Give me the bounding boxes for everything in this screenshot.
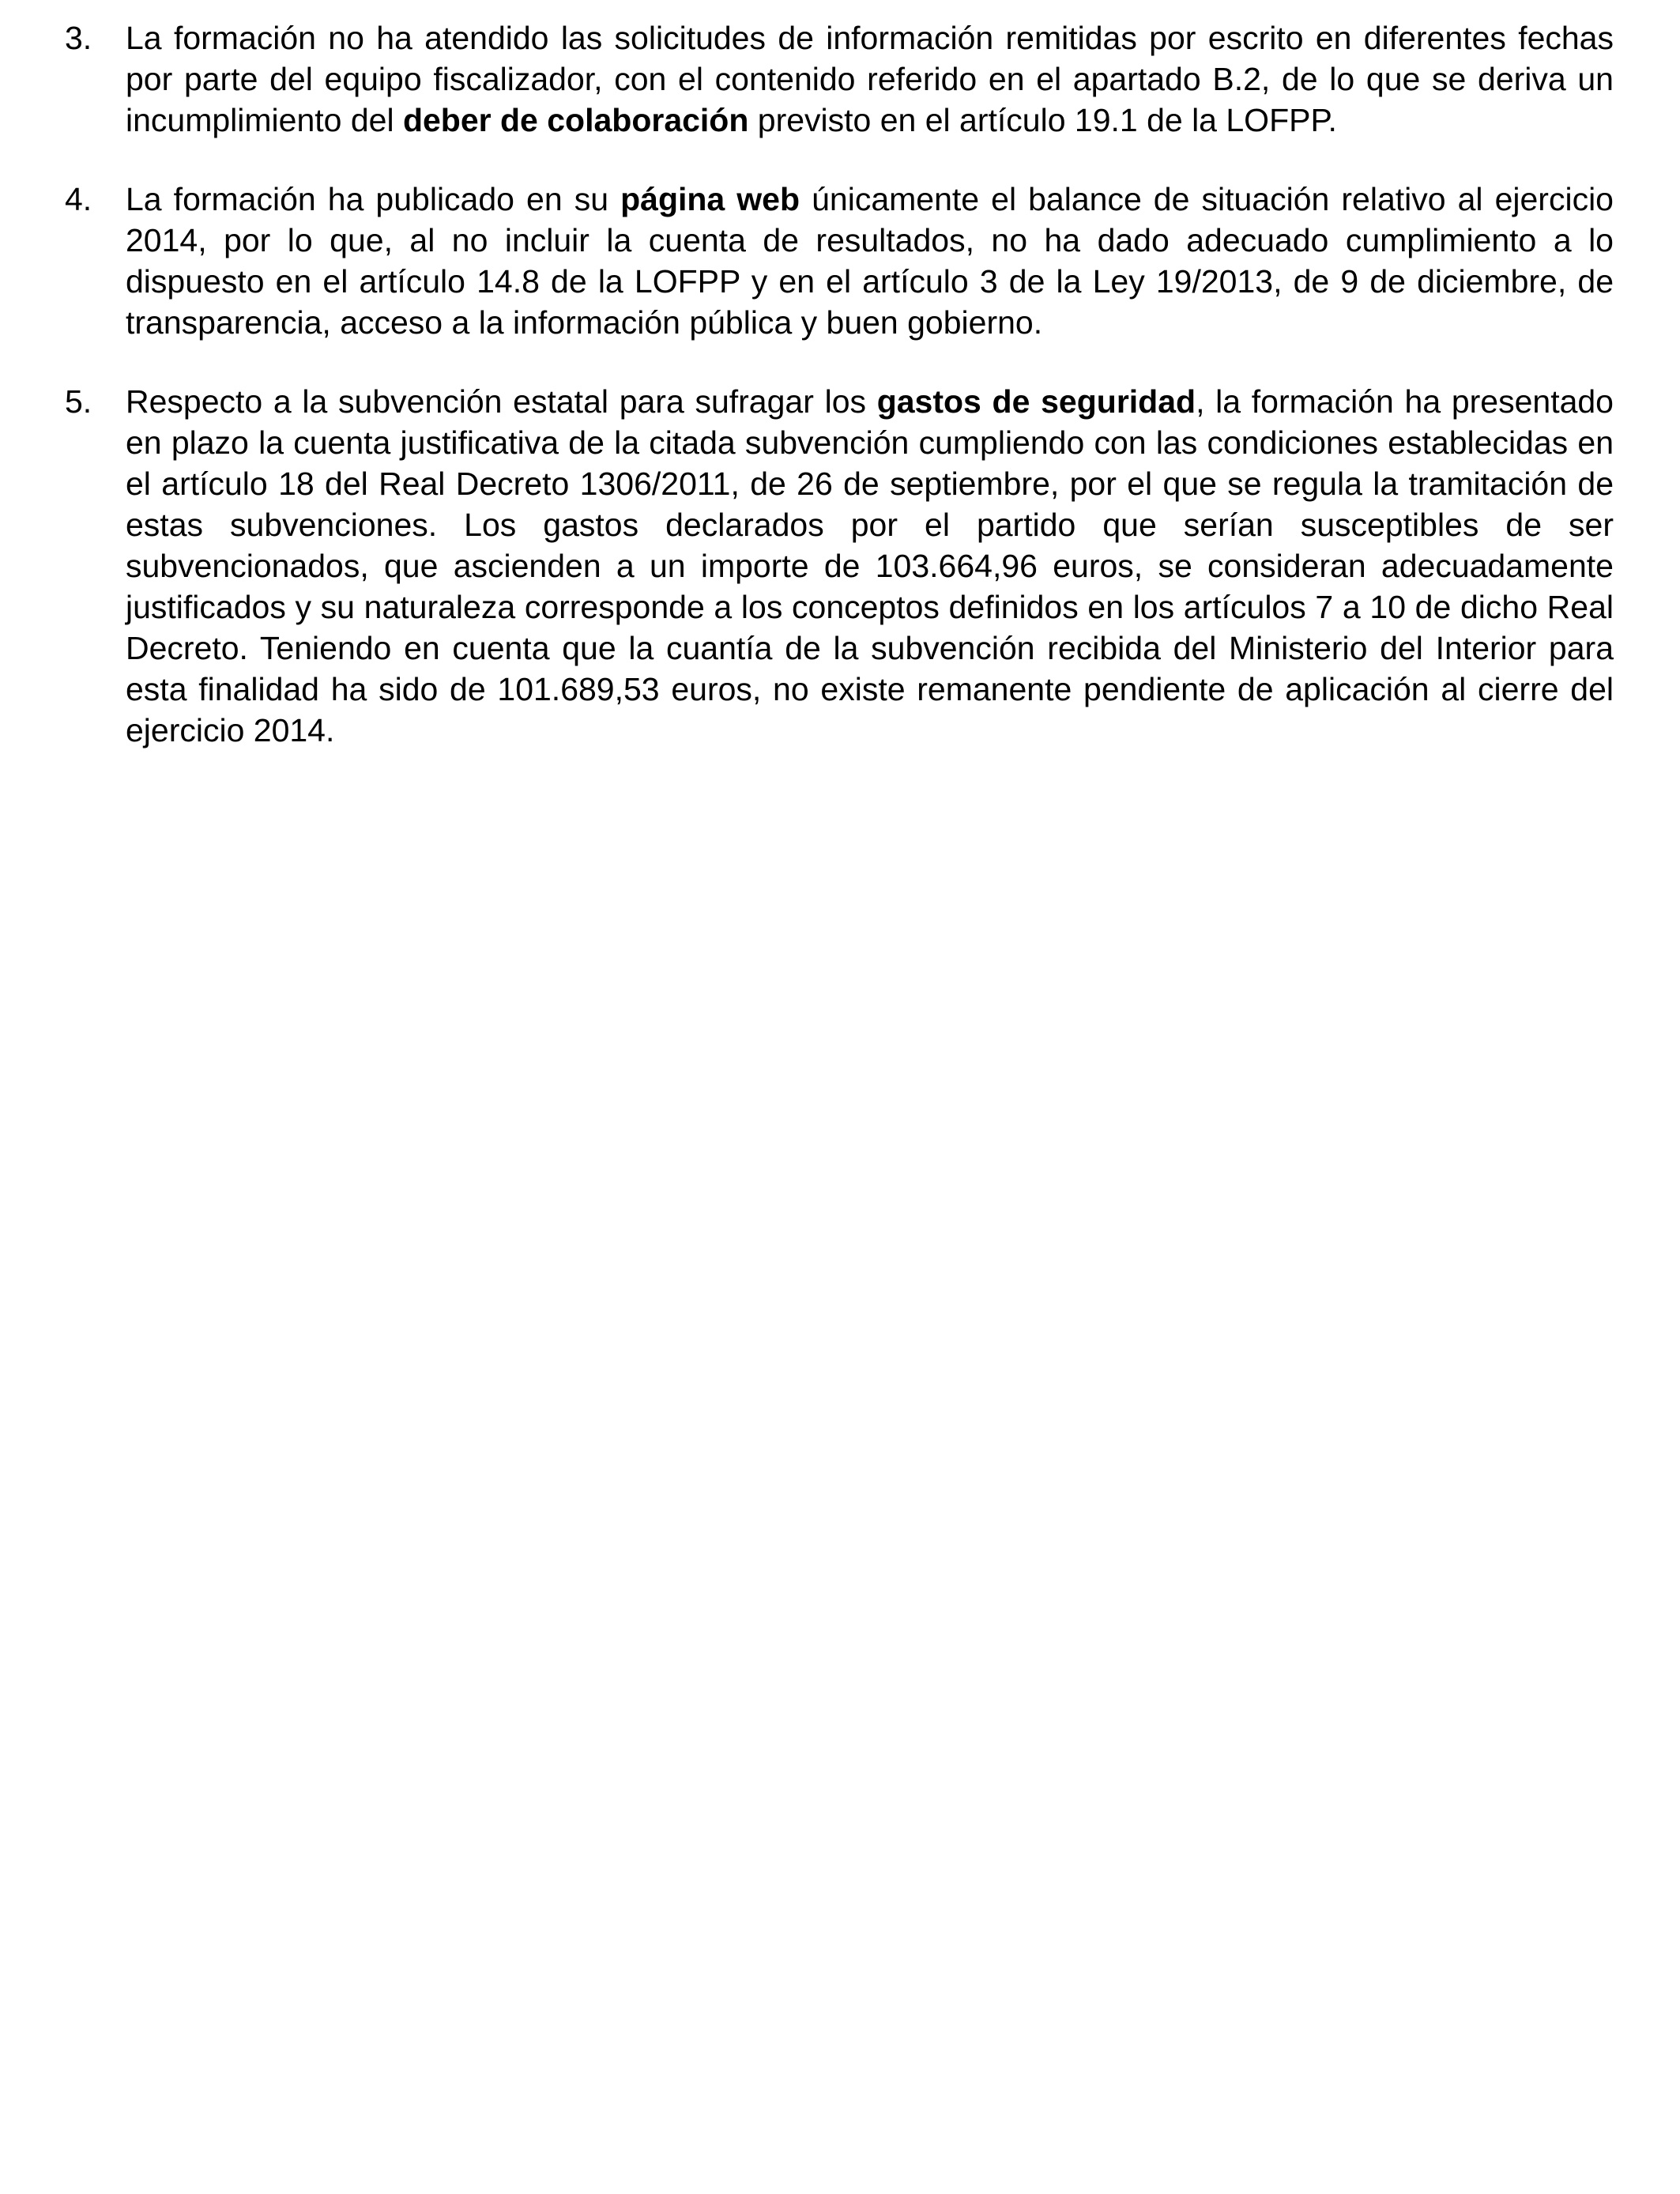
item-bold-text: deber de colaboración [402,102,749,138]
list-item [65,17,1614,141]
item-text: La formación ha publicado en su [126,181,621,217]
item-text: , la formación ha presentado en plazo la cuenta justificativa de la citada subvención cumpliendo con las condiciones establecidas en el artículo 18 del Real Decreto 1306/2011, de 26 de septiembre, por el que se regula la tramitación de estas subvenciones. Los gastos declarados por el partido que serían susceptibles de ser subvencionados, que ascienden a un importe de 103.664,96 euros, se consideran adecuadamente justificados y su naturaleza corresponde a los conceptos definidos en los artículos 7 a 10 de dicho Real Decreto. Teniendo en cuenta que la cuantía de la subvención recibida del Ministerio del Interior para esta finalidad ha sido de 101.689,53 euros, no existe remanente pendiente de aplicación al cierre del ejercicio 2014. [126,383,1614,748]
list-item [65,179,1614,343]
item-text: previsto en el artículo 19.1 de la LOFPP. [748,102,1337,138]
item-number: 4. [65,181,92,217]
list-item [65,381,1614,751]
item-number: 3. [65,20,92,56]
item-bold-text: gastos de seguridad [876,383,1196,420]
item-text: Respecto a la subvención estatal para sufragar los [126,383,877,420]
item-bold-text: página web [620,181,800,217]
item-number: 5. [65,383,92,420]
item-paragraph [126,17,1614,141]
item-text: La formación no ha atendido las solicitudes de información remitidas por escrito en diferentes fechas por parte del equipo fiscalizador, con el contenido referido en el apartado B.2, de lo que se deriva un incumplimiento del [126,20,1614,138]
item-text: únicamente el balance de situación relativo al ejercicio 2014, por lo que, al no incluir la cuenta de resultados, no ha dado adecuado cumplimiento a lo dispuesto en el artículo 14.8 de la LOFPP y en el artículo 3 de la Ley 19/2013, de 9 de diciembre, de transparencia, acceso a la información pública y buen gobierno. [126,181,1614,341]
item-paragraph [126,381,1614,751]
numbered-list [65,17,1614,789]
item-paragraph [126,179,1614,343]
